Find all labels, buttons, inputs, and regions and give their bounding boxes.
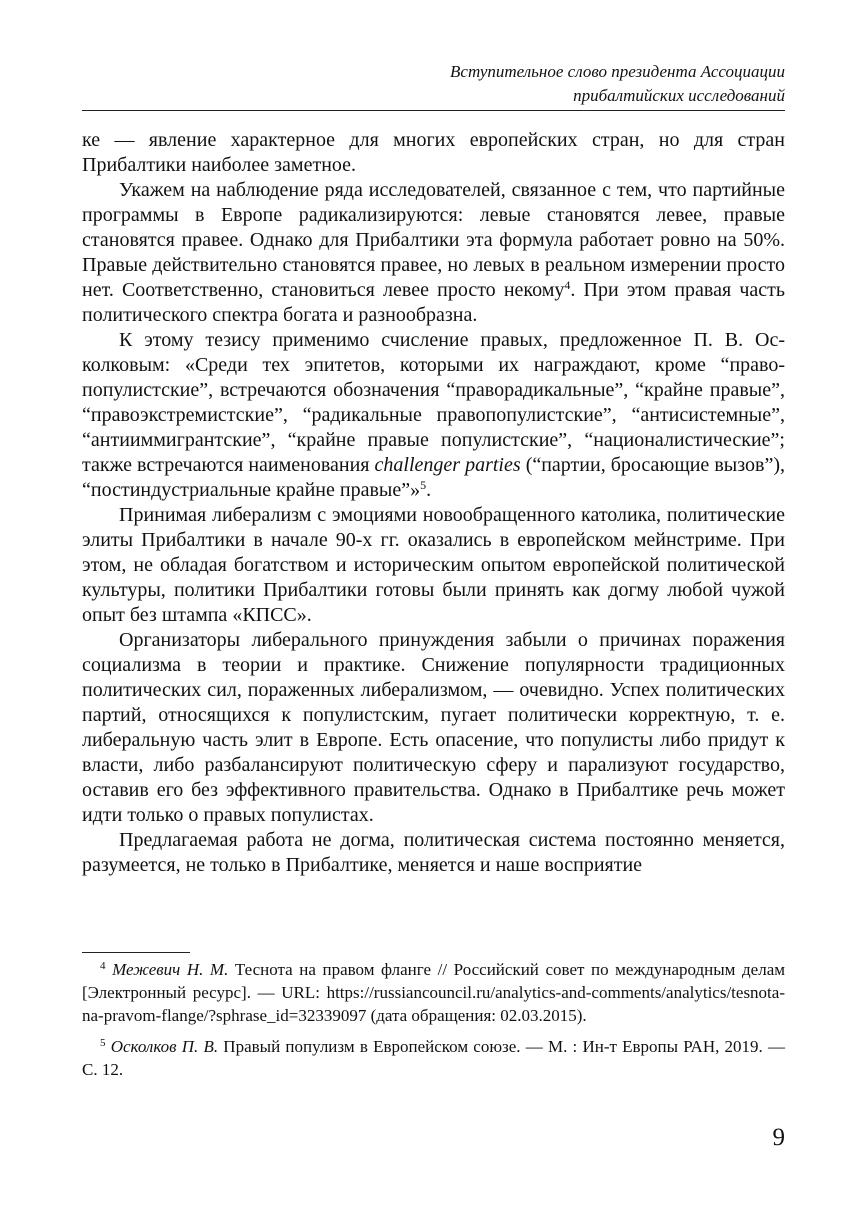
italic-term: challenger parties xyxy=(374,454,521,476)
paragraph-4: Принимая либерализм с эмоциями новообращенного католика, политические элиты Прибалтики в начале 90-х гг. оказались в европейском мейнстриме. При этом, не обладая богатством и историческим опытом европейской политической культуры, политики Прибалтики готовы были принять как догму любой чужой опыт без штампа «КПСС». xyxy=(82,504,785,626)
footnote-5-author: Осколков П. В. xyxy=(110,1037,219,1056)
footnote-ref-4[interactable]: 4 xyxy=(564,278,571,292)
running-header xyxy=(82,60,785,108)
paragraph-1: ке — явление характерное для многих европейских стран, но для стран Прибалтики наиболее заметное. xyxy=(82,129,785,176)
footnote-ref-5[interactable]: 5 xyxy=(420,478,427,492)
body-text xyxy=(82,128,785,878)
paragraph-5: Организаторы либерального принуждения забыли о причинах поражения социализма в теории и практике. Снижение популярности традиционных политических сил, пораженных либерализмом, — очевидно. Успех политических партий, относящихся к популистским, пугает политически корректную, т. е. либеральную часть элит в Европе. Есть опасение, что популисты либо придут к власти, либо разбалансируют политическую сферу и парализуют государство, оставив его без эффективного правительства. Однако в Прибалтике речь может идти только о правых популистах. xyxy=(82,629,785,826)
footnotes xyxy=(82,958,785,1089)
paragraph-3: К этому тезису применимо счисление правых, предложенное П. В. Осколковым: «Среди тех эпитетов, которыми их награждают, кроме “правопопулистские”, встречаются обозначения “праворадикальные”, “крайне правые”, “правоэкстремистские”, “радикальные правопопулистские”, “антисистемные”, “антииммигрантские”, “крайне правые популистские”, “националистические”; также встречаются наименования challenger parties (“партии, бросающие вызов”), “постиндустриальные крайне правые”»$^5$. xyxy=(82,329,785,501)
footnote-4-author: Межевич Н. М. xyxy=(112,960,229,979)
header-rule xyxy=(82,110,785,111)
footnote-5: $^5$ Осколков П. В. Правый популизм в Европейском союзе. — М. : Ин-т Европы РАН, 2019. — С. 12. xyxy=(82,1037,786,1079)
running-header-line-1: Вступительное слово президента Ассоциации xyxy=(450,62,785,81)
footnote-4: $^4$ Межевич Н. М. Теснота на правом фланге // Российский совет по международным делам [Электронный ресурс]. — URL: https://russiancouncil.ru/analytics-and-comments/analytics/tesnota-na-pravom-flange/?sphrase_id=32339097 (дата обращения: 02.03.2015). xyxy=(82,960,785,1025)
footnote-rule xyxy=(82,952,190,953)
page-number: 9 xyxy=(772,1124,785,1151)
paragraph-6: Предлагаемая работа не догма, политическая система постоянно меняется, разумеется, не только в Прибалтике, меняется и наше восприятие xyxy=(82,829,785,876)
paragraph-2: Укажем на наблюдение ряда исследователей, связанное с тем, что партийные программы в Европе радикализируются: левые становятся левее, правые становятся правее. Однако для Прибалтики эта формула работает ровно на 50%. Правые действительно становятся правее, но левых в реальном измерении просто нет. Соответственно, становиться левее просто некому$^4$. При этом правая часть политического спектра богата и разнообразна. xyxy=(82,179,785,326)
running-header-line-2: прибалтийских исследований xyxy=(573,86,785,105)
